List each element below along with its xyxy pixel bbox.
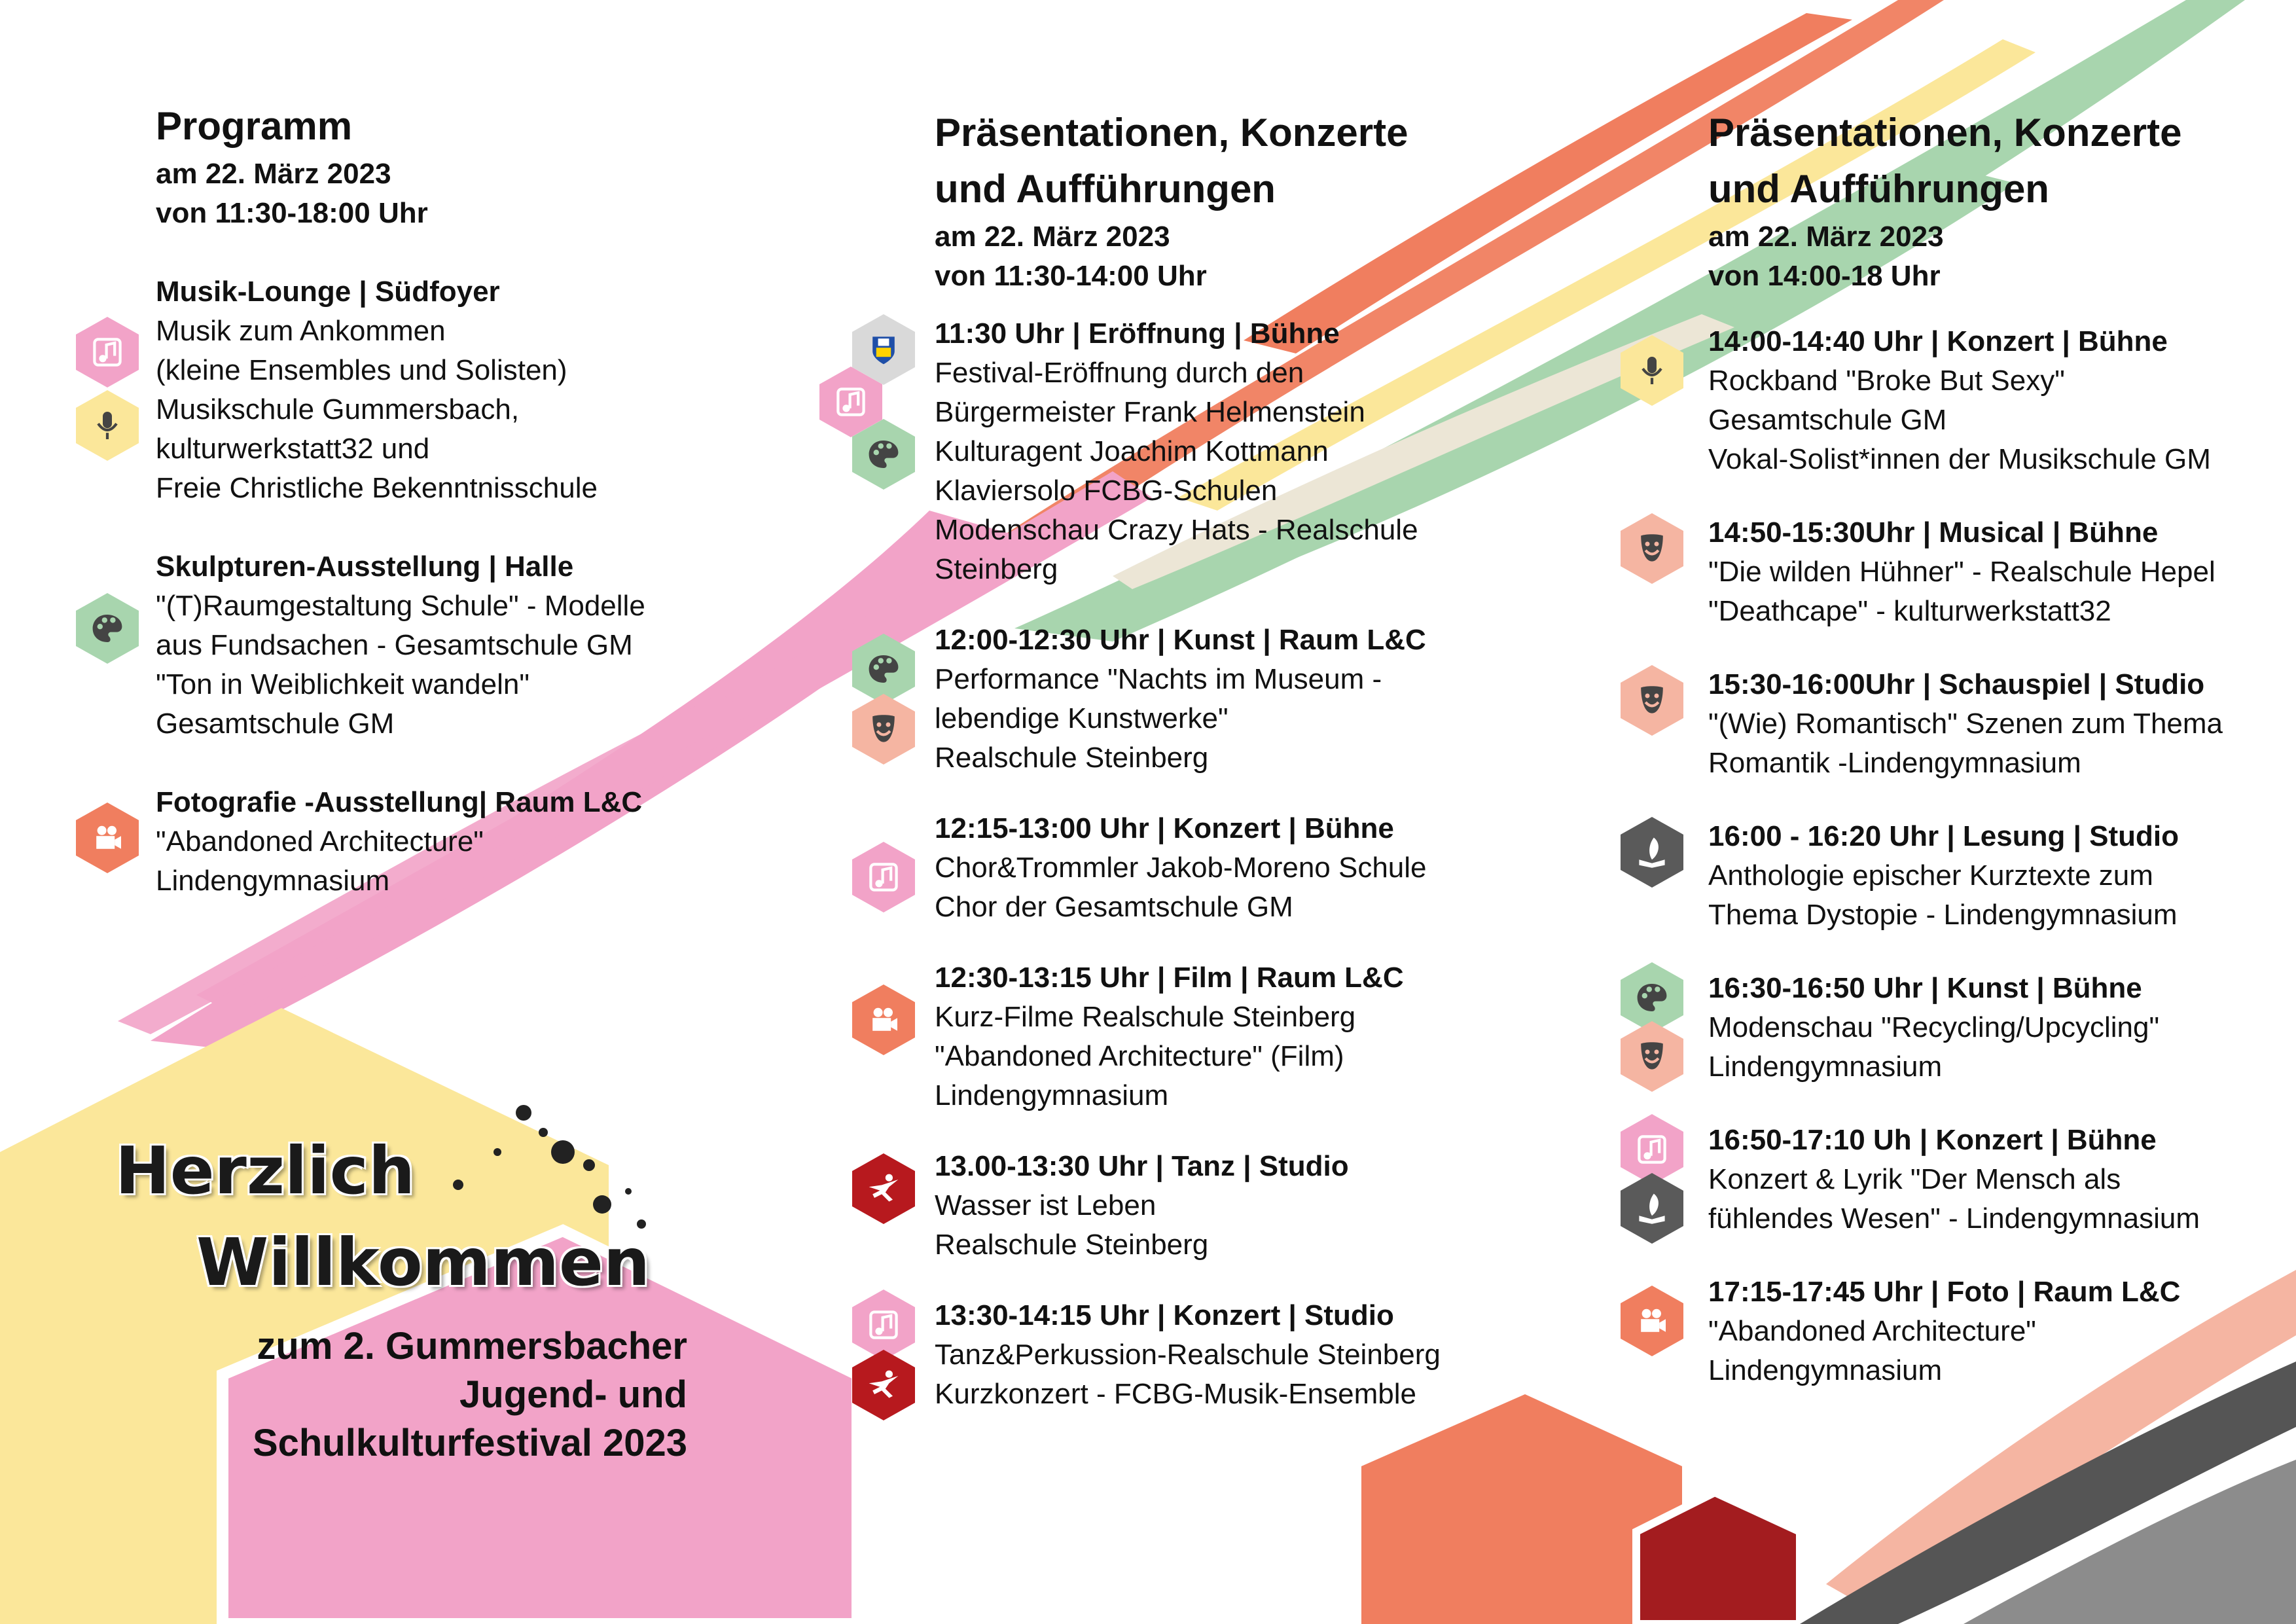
section-line: Anthologie epischer Kurztexte zum	[1708, 859, 2153, 892]
section-line: Chor&Trommler Jakob-Moreno Schule	[935, 852, 1427, 884]
program-section	[1708, 817, 2271, 935]
column-date: am 22. März 2023	[156, 158, 391, 190]
section-line: aus Fundsachen - Gesamtschule GM	[156, 629, 633, 661]
section-heading: 14:00-14:40 Uhr | Konzert | Bühne	[1708, 325, 2168, 357]
section-line: "Die wilden Hühner" - Realschule Hepel	[1708, 556, 2215, 588]
section-line: Freie Christliche Bekenntnisschule	[156, 472, 598, 504]
program-section	[1708, 322, 2271, 479]
section-heading: 12:15-13:00 Uhr | Konzert | Bühne	[935, 812, 1394, 844]
section-line: Realschule Steinberg	[935, 742, 1209, 774]
section-line: kulturwerkstatt32 und	[156, 433, 430, 465]
section-line: Gesamtschule GM	[156, 708, 395, 740]
section-line: Kurz-Filme Realschule Steinberg	[935, 1001, 1356, 1033]
program-section	[156, 783, 745, 901]
section-line: "Abandoned Architecture"	[1708, 1315, 2036, 1347]
section-heading: 11:30 Uhr | Eröffnung | Bühne	[935, 317, 1340, 350]
section-heading: 14:50-15:30Uhr | Musical | Bühne	[1708, 516, 2159, 549]
column-title: Präsentationen, Konzerte	[1708, 111, 2182, 154]
program-section	[1708, 969, 2271, 1087]
section-line: "Abandoned Architecture"	[156, 825, 484, 857]
section-heading: 15:30-16:00Uhr | Schauspiel | Studio	[1708, 668, 2205, 700]
section-line: Lindengymnasium	[156, 865, 390, 897]
column-title: Programm	[156, 104, 353, 148]
section-line: Steinberg	[935, 553, 1058, 585]
program-section	[1708, 1272, 2271, 1390]
section-heading: 16:50-17:10 Uh | Konzert | Bühne	[1708, 1124, 2157, 1156]
welcome-heading-1: Herzlich	[115, 1132, 416, 1209]
festival-title-line: zum 2. Gummersbacher	[257, 1325, 687, 1367]
section-line: Rockband "Broke But Sexy"	[1708, 365, 2065, 397]
section-heading: 13.00-13:30 Uhr | Tanz | Studio	[935, 1150, 1349, 1182]
section-line: (kleine Ensembles und Solisten)	[156, 354, 567, 386]
section-line: Kurzkonzert - FCBG-Musik-Ensemble	[935, 1378, 1416, 1410]
section-line: Klaviersolo FCBG-Schulen	[935, 475, 1278, 507]
section-line: "Abandoned Architecture" (Film)	[935, 1040, 1344, 1072]
section-heading: 16:00 - 16:20 Uhr | Lesung | Studio	[1708, 820, 2179, 852]
section-line: "(Wie) Romantisch" Szenen zum Thema	[1708, 708, 2223, 740]
section-heading: 17:15-17:45 Uhr | Foto | Raum L&C	[1708, 1276, 2181, 1308]
festival-title-line: Jugend- und	[459, 1373, 687, 1416]
column-time: von 11:30-18:00 Uhr	[156, 197, 428, 229]
section-heading: 13:30-14:15 Uhr | Konzert | Studio	[935, 1299, 1394, 1331]
column-date: am 22. März 2023	[1708, 221, 1944, 253]
section-line: Lindengymnasium	[1708, 1354, 1943, 1386]
section-line: Modenschau Crazy Hats - Realschule	[935, 514, 1418, 546]
program-section	[935, 1296, 1511, 1414]
program-section	[935, 958, 1511, 1115]
section-line: Lindengymnasium	[935, 1079, 1169, 1111]
section-line: Thema Dystopie - Lindengymnasium	[1708, 899, 2178, 931]
section-line: Modenschau "Recycling/Upcycling"	[1708, 1011, 2160, 1043]
program-section	[935, 621, 1511, 778]
section-line: Bürgermeister Frank Helmenstein	[935, 396, 1365, 428]
column-date: am 22. März 2023	[935, 221, 1170, 253]
section-line: Wasser ist Leben	[935, 1189, 1157, 1221]
section-line: Kulturagent Joachim Kottmann	[935, 435, 1329, 467]
section-line: Realschule Steinberg	[935, 1229, 1209, 1261]
program-section	[935, 809, 1511, 927]
section-heading: Musik-Lounge | Südfoyer	[156, 276, 500, 308]
section-line: Festival-Eröffnung durch den	[935, 357, 1304, 389]
section-line: fühlendes Wesen" - Lindengymnasium	[1708, 1202, 2200, 1235]
column-title: Präsentationen, Konzerte	[935, 111, 1408, 154]
section-line: Konzert & Lyrik "Der Mensch als	[1708, 1163, 2121, 1195]
program-section	[1708, 1121, 2271, 1238]
section-line: Tanz&Perkussion-Realschule Steinberg	[935, 1339, 1441, 1371]
section-line: Gesamtschule GM	[1708, 404, 1947, 436]
welcome-heading-2: Willkommen	[196, 1224, 651, 1301]
section-heading: Skulpturen-Ausstellung | Halle	[156, 550, 574, 583]
section-heading: Fotografie -Ausstellung| Raum L&C	[156, 786, 643, 818]
program-section	[1708, 513, 2271, 631]
column-afternoon-2	[1708, 105, 2271, 1390]
column-programm	[156, 98, 745, 901]
section-heading: 16:30-16:50 Uhr | Kunst | Bühne	[1708, 972, 2142, 1004]
section-line: Performance "Nachts im Museum -	[935, 663, 1382, 695]
program-section	[1708, 665, 2271, 783]
section-line: "Deathcape" - kulturwerkstatt32	[1708, 595, 2111, 627]
column-time: von 11:30-14:00 Uhr	[935, 260, 1207, 292]
section-line: lebendige Kunstwerke"	[935, 702, 1229, 734]
program-section	[156, 272, 745, 508]
column-title: und Aufführungen	[935, 167, 1276, 211]
section-line: Musikschule Gummersbach,	[156, 393, 520, 425]
section-line: "(T)Raumgestaltung Schule" - Modelle	[156, 590, 645, 622]
program-section	[156, 547, 745, 744]
section-line: Chor der Gesamtschule GM	[935, 891, 1293, 923]
section-line: Musik zum Ankommen	[156, 315, 446, 347]
section-heading: 12:30-13:15 Uhr | Film | Raum L&C	[935, 962, 1404, 994]
festival-title	[183, 1322, 687, 1468]
program-section	[935, 314, 1511, 589]
section-line: "Ton in Weiblichkeit wandeln"	[156, 668, 529, 700]
section-line: Lindengymnasium	[1708, 1051, 1943, 1083]
column-time: von 14:00-18 Uhr	[1708, 260, 1941, 292]
section-line: Romantik -Lindengymnasium	[1708, 747, 2081, 779]
festival-title-line: Schulkulturfestival 2023	[252, 1422, 687, 1464]
program-section	[935, 1147, 1511, 1265]
column-afternoon-1	[935, 105, 1511, 1414]
section-line: Vokal-Solist*innen der Musikschule GM	[1708, 443, 2211, 475]
column-title: und Aufführungen	[1708, 167, 2049, 211]
section-heading: 12:00-12:30 Uhr | Kunst | Raum L&C	[935, 624, 1426, 656]
